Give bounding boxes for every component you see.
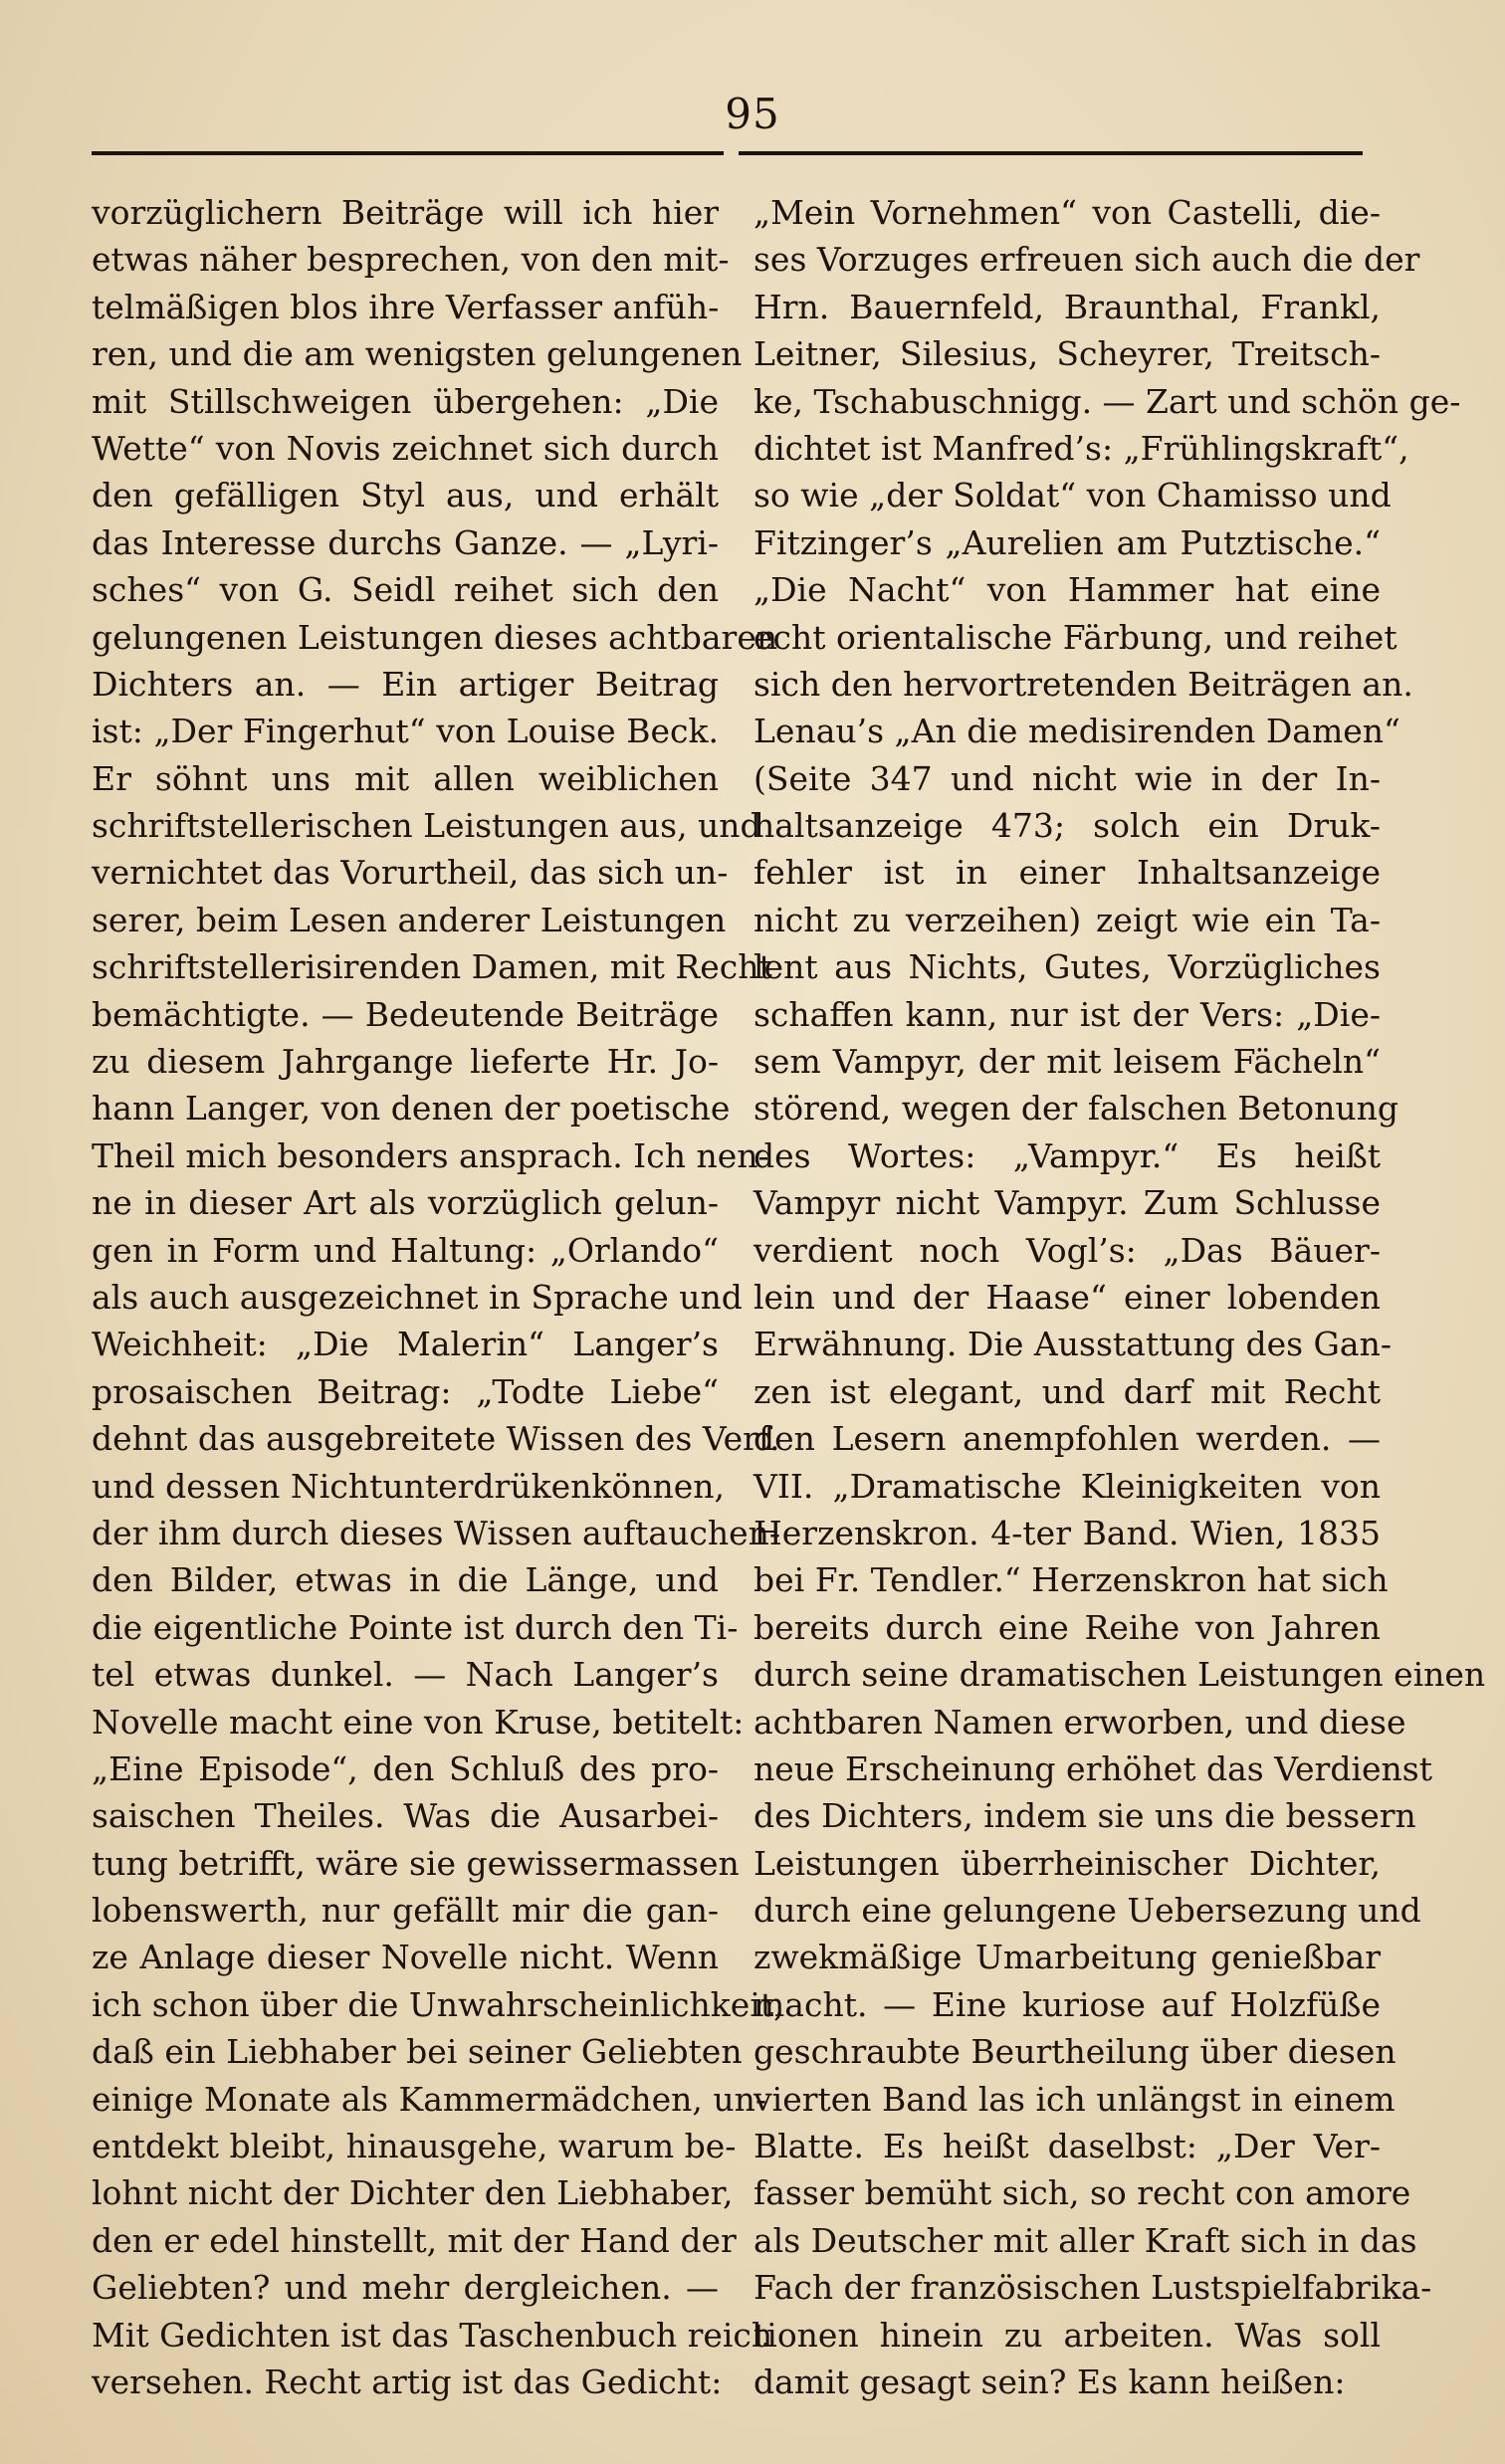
text-line: zwekmäßige Umarbeitung genießbar [753, 1938, 1381, 1977]
text-line: Fitzinger’s „Aurelien am Putztische.“ [753, 522, 1381, 562]
text-line: telmäßigen blos ihre Verfasser anfüh- [92, 287, 720, 326]
text-line: Weichheit: „Die Malerin“ Langer’s [92, 1325, 719, 1364]
text-line: als auch ausgezeichnet in Sprache und [92, 1277, 743, 1317]
text-line: neue Erscheinung erhöhet das Verdienst [753, 1748, 1432, 1788]
text-line: den Lesern anempfohlen werden. — [753, 1419, 1381, 1459]
text-line: Wette“ von Novis zeichnet sich durch [92, 428, 719, 468]
text-line: Leitner, Silesius, Scheyrer, Treitsch- [753, 334, 1381, 374]
header-rule-right [739, 151, 1363, 155]
page-number: 95 [725, 90, 780, 138]
text-line: hann Langer, von denen der poetische [92, 1089, 731, 1129]
text-line: saischen Theiles. Was die Ausarbei- [92, 1796, 719, 1836]
text-line: der ihm durch dieses Wissen auftauchen- [92, 1513, 781, 1552]
text-line: des Dichters, indem sie uns die bessern [753, 1796, 1416, 1836]
text-line: entdekt bleibt, hinausgehe, warum be- [92, 2127, 737, 2166]
text-line: den Bilder, etwas in die Länge, und [92, 1560, 719, 1600]
text-line: prosaischen Beitrag: „Todte Liebe“ [92, 1371, 719, 1411]
text-line: verdient noch Vogl’s: „Das Bäuer- [753, 1230, 1381, 1270]
text-line: sches“ von G. Seidl reihet sich den [92, 570, 719, 610]
text-line: etwas näher besprechen, von den mit- [92, 240, 730, 280]
text-line: den gefälligen Styl aus, und erhält [92, 476, 719, 515]
text-line: daß ein Liebhaber bei seiner Geliebten [92, 2032, 743, 2072]
text-line: tionen hinein zu arbeiten. Was soll [753, 2315, 1381, 2355]
text-line: des Wortes: „Vampyr.“ Es heißt [753, 1135, 1381, 1175]
text-line: fehler ist in einer Inhaltsanzeige [753, 853, 1381, 893]
text-line: ne in dieser Art als vorzüglich gelun- [92, 1183, 719, 1223]
text-line: ren, und die am wenigsten gelungenen [92, 334, 743, 374]
text-line: „Mein Vornehmen“ von Castelli, die- [753, 193, 1381, 232]
text-line: lobenswerth, nur gefällt mir die gan- [92, 1891, 719, 1931]
text-line: und dessen Nichtunterdrükenkönnen, [92, 1466, 725, 1506]
text-line: damit gesagt sein? Es kann heißen: [753, 2361, 1346, 2401]
text-line: Hrn. Bauernfeld, Braunthal, Frankl, [753, 287, 1381, 326]
text-line: echt orientalische Färbung, und reihet [753, 617, 1398, 657]
text-line: ich schon über die Unwahrscheinlichkeit, [92, 1984, 784, 2024]
text-line: zen ist elegant, und darf mit Recht [753, 1371, 1381, 1411]
text-line: durch seine dramatischen Leistungen einen [753, 1655, 1486, 1695]
text-line: bemächtigte. — Bedeutende Beiträge [92, 994, 719, 1034]
text-line: lohnt nicht der Dichter den Liebhaber, [92, 2173, 734, 2213]
text-line: Novelle macht eine von Kruse, betitelt: [92, 1702, 745, 1742]
text-line: Fach der französischen Lustspielfabrika- [753, 2268, 1432, 2308]
text-line: VII. „Dramatische Kleinigkeiten von [753, 1466, 1381, 1506]
text-line: tung betrifft, wäre sie gewissermassen [92, 1843, 740, 1883]
text-line: geschraubte Beurtheilung über diesen [753, 2032, 1397, 2072]
text-line: Geliebten? und mehr dergleichen. — [92, 2268, 719, 2308]
text-line: sich den hervortretenden Beiträgen an. [753, 664, 1413, 704]
text-line: Blatte. Es heißt daselbst: „Der Ver- [753, 2127, 1381, 2166]
text-line: haltsanzeige 473; solch ein Druk- [753, 806, 1381, 846]
text-line: „Eine Episode“, den Schluß des pro- [92, 1748, 719, 1788]
text-line: Dichters an. — Ein artiger Beitrag [92, 664, 719, 704]
text-line: vorzüglichern Beiträge will ich hier [92, 193, 719, 232]
text-line: macht. — Eine kuriose auf Holzfüße [753, 1984, 1381, 2024]
text-line: Lenau’s „An die medisirenden Damen“ [753, 712, 1400, 751]
text-line: Mit Gedichten ist das Taschenbuch reich [92, 2315, 773, 2355]
text-line: lent aus Nichts, Gutes, Vorzügliches [753, 947, 1381, 987]
text-line: versehen. Recht artig ist das Gedicht: [92, 2361, 723, 2401]
text-line: schriftstellerischen Leistungen aus, und [92, 806, 761, 846]
text-line: ses Vorzuges erfreuen sich auch die der [753, 240, 1420, 280]
text-line: den er edel hinstellt, mit der Hand der [92, 2220, 737, 2260]
text-line: tel etwas dunkel. — Nach Langer’s [92, 1655, 719, 1695]
text-line: ze Anlage dieser Novelle nicht. Wenn [92, 1938, 719, 1977]
text-line: serer, beim Lesen anderer Leistungen [92, 900, 727, 939]
text-line: Vampyr nicht Vampyr. Zum Schlusse [753, 1183, 1381, 1223]
text-line: vierten Band las ich unlängst in einem [753, 2079, 1396, 2119]
text-line: fasser bemüht sich, so recht con amore [753, 2173, 1411, 2213]
text-line: Leistungen überrheinischer Dichter, [753, 1843, 1381, 1883]
text-line: so wie „der Soldat“ von Chamisso und [753, 476, 1392, 515]
header-rule-left [92, 151, 724, 155]
text-line: das Interesse durchs Ganze. — „Lyri- [92, 522, 719, 562]
text-line: schriftstellerisirenden Damen, mit Recht [92, 947, 772, 987]
text-line: zu diesem Jahrgange lieferte Hr. Jo- [92, 1042, 719, 1082]
text-line: bei Fr. Tendler.“ Herzenskron hat sich [753, 1560, 1389, 1600]
text-line: Erwähnung. Die Ausstattung des Gan- [753, 1325, 1392, 1364]
text-line: ke, Tschabuschnigg. — Zart und schön ge- [753, 381, 1461, 421]
text-line: störend, wegen der falschen Betonung [753, 1089, 1398, 1129]
text-line: (Seite 347 und nicht wie in der In- [753, 758, 1381, 798]
text-line: Theil mich besonders ansprach. Ich nen- [92, 1135, 769, 1175]
text-line: sem Vampyr, der mit leisem Fächeln“ [753, 1042, 1381, 1082]
text-line: mit Stillschweigen übergehen: „Die [92, 381, 719, 421]
text-line: als Deutscher mit aller Kraft sich in das [753, 2220, 1417, 2260]
text-line: „Die Nacht“ von Hammer hat eine [753, 570, 1381, 610]
text-line: die eigentliche Pointe ist durch den Ti- [92, 1607, 739, 1647]
text-column-right [753, 189, 1486, 2405]
text-line: gelungenen Leistungen dieses achtbaren [92, 617, 778, 657]
text-line: Herzenskron. 4-ter Band. Wien, 1835 [753, 1513, 1381, 1552]
text-column-left [92, 189, 784, 2405]
text-line: dehnt das ausgebreitete Wissen des Verf. [92, 1419, 780, 1459]
text-line: dichtet ist Manfred’s: „Frühlingskraft“, [753, 428, 1409, 468]
text-line: lein und der Haase“ einer lobenden [753, 1277, 1381, 1317]
text-line: bereits durch eine Reihe von Jahren [753, 1607, 1381, 1647]
text-line: schaffen kann, nur ist der Vers: „Die- [753, 994, 1381, 1034]
text-line: durch eine gelungene Uebersezung und [753, 1891, 1421, 1931]
text-line: einige Monate als Kammermädchen, un- [92, 2079, 767, 2119]
text-line: vernichtet das Vorurtheil, das sich un- [92, 853, 729, 893]
text-line: achtbaren Namen erworben, und diese [753, 1702, 1406, 1742]
text-line: ist: „Der Fingerhut“ von Louise Beck. [92, 712, 719, 751]
text-line: Er söhnt uns mit allen weiblichen [92, 758, 719, 798]
text-line: nicht zu verzeihen) zeigt wie ein Ta- [753, 900, 1381, 939]
text-line: gen in Form und Haltung: „Orlando“ [92, 1230, 719, 1270]
